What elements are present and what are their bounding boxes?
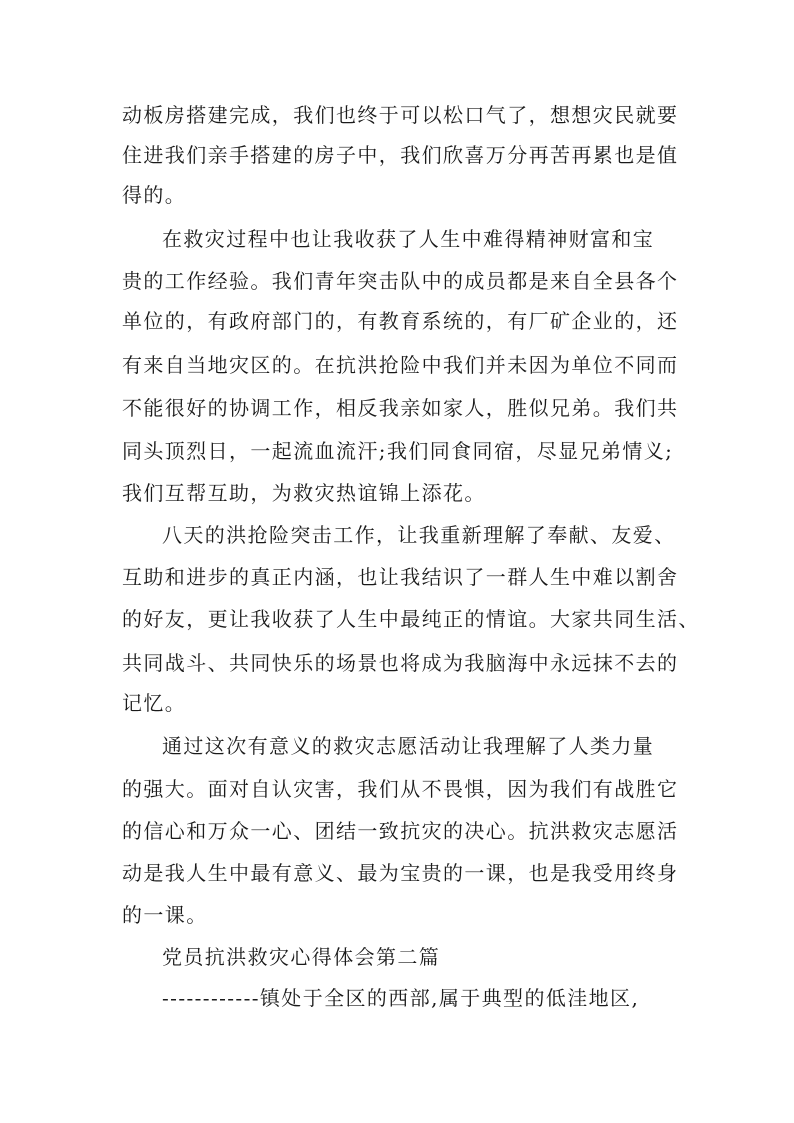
paragraph-line: 的强大。面对自认灾害，我们从不畏惧，因为我们有战胜它: [122, 777, 679, 801]
paragraph-line: 的信心和万众一心、团结一致抗灾的决心。抗洪救灾志愿活: [122, 819, 679, 843]
paragraph-line: 通过这次有意义的救灾志愿活动让我理解了人类力量: [162, 734, 655, 758]
paragraph-line: 不能很好的协调工作，相反我亲如家人，胜似兄弟。我们共: [122, 396, 679, 420]
paragraph-line: 有来自当地灾区的。在抗洪抢险中我们并未因为单位不同而: [122, 353, 679, 377]
section-heading: 党员抗洪救灾心得体会第二篇: [162, 945, 441, 969]
paragraph-line: 我们互帮互助，为救灾热谊锦上添花。: [122, 481, 486, 505]
paragraph-line: 同头顶烈日，一起流血流汗;我们同食同宿，尽显兄弟情义;: [122, 439, 674, 463]
paragraph-line: 互助和进步的真正内涵，也让我结识了一群人生中难以割舍: [122, 565, 679, 589]
paragraph-line: 八天的洪抢险突击工作，让我重新理解了奉献、友爱、: [162, 523, 676, 547]
paragraph-line: 的一课。: [122, 903, 208, 927]
paragraph-line: 记忆。: [122, 691, 187, 715]
paragraph-line: 在救灾过程中也让我收获了人生中难得精神财富和宝: [162, 227, 655, 251]
paragraph-line: 动是我人生中最有意义、最为宝贵的一课，也是我受用终身: [122, 861, 679, 885]
paragraph-line: 贵的工作经验。我们青年突击队中的成员都是来自全县各个: [122, 269, 679, 293]
paragraph-line: 动板房搭建完成，我们也终于可以松口气了，想想灾民就要: [122, 103, 679, 127]
paragraph-line: 共同战斗、共同快乐的场景也将成为我脑海中永远抹不去的: [122, 651, 679, 675]
paragraph-line: 的好友，更让我收获了人生中最纯正的情谊。大家共同生活、: [122, 607, 700, 631]
paragraph-line: ------------镇处于全区的西部,属于典型的低洼地区,: [162, 986, 640, 1010]
paragraph-line: 单位的，有政府部门的，有教育系统的，有厂矿企业的，还: [122, 309, 679, 333]
paragraph-line: 得的。: [122, 183, 187, 207]
paragraph-line: 住进我们亲手搭建的房子中，我们欣喜万分再苦再累也是值: [122, 143, 679, 167]
